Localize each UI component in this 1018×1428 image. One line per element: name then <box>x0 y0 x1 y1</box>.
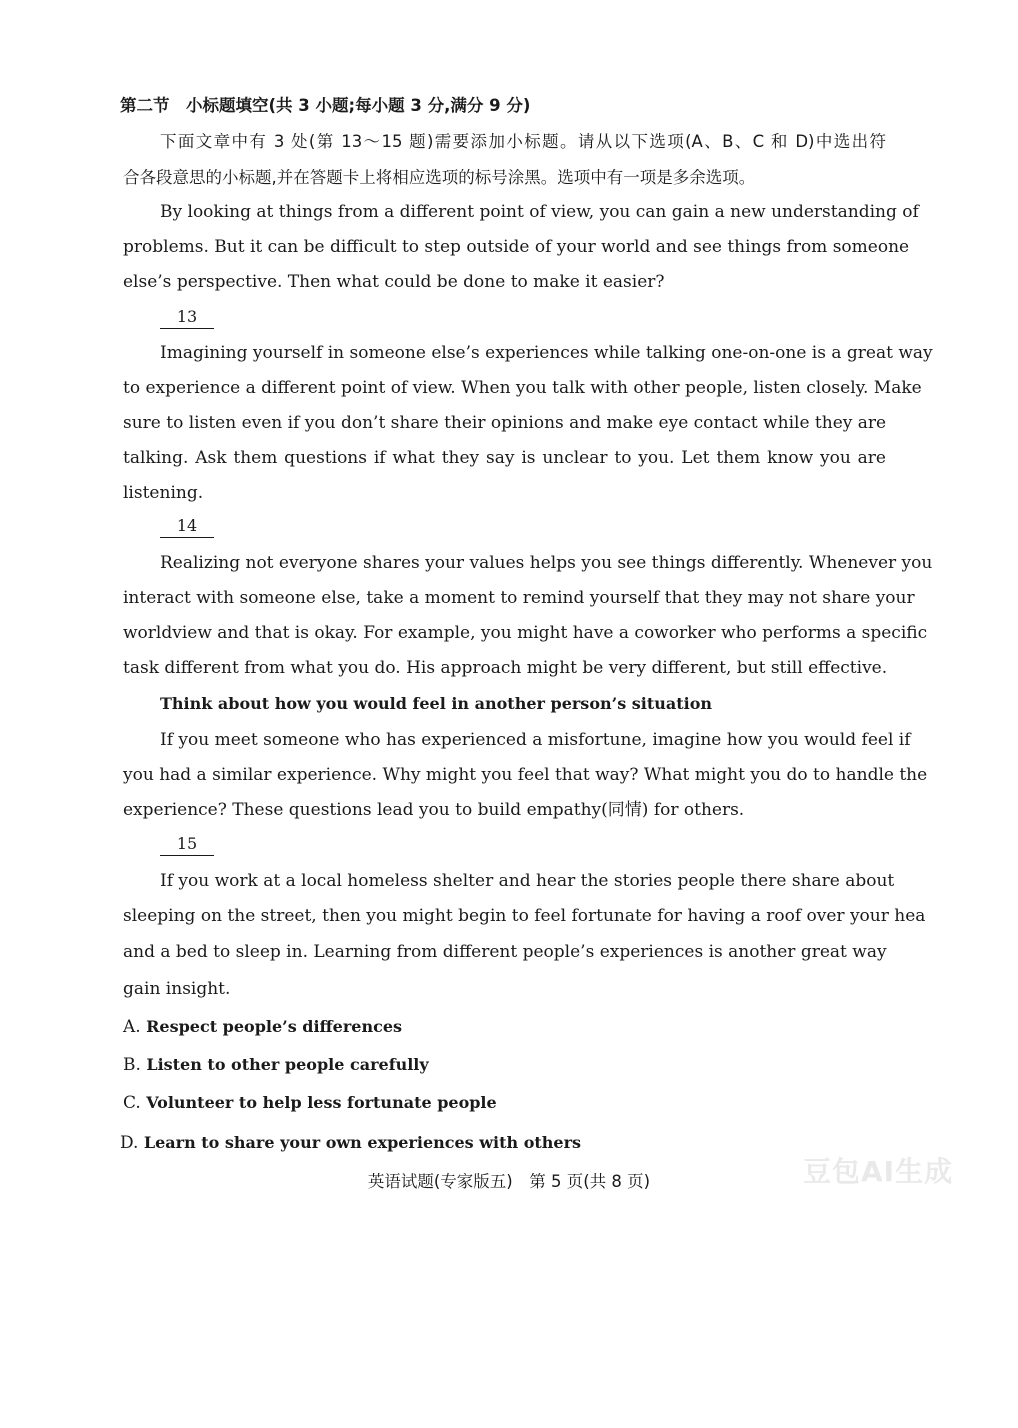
passage-line: Realizing not everyone shares your values helps you see things differently. Whenever you <box>160 553 933 573</box>
passage-line: sure to listen even if you don’t share their opinions and make eye contact while they are <box>123 413 887 433</box>
option-label: A. <box>123 1017 141 1037</box>
option-label: C. <box>123 1093 141 1113</box>
passage-line: worldview and that is okay. For example, you might have a coworker who performs a specific <box>123 623 928 643</box>
option-c <box>123 1091 886 1115</box>
option-text: Learn to share your own experiences with others <box>143 1133 582 1152</box>
passage-line: problems. But it can be difficult to step outside of your world and see things from someone <box>123 237 910 257</box>
passage-line: interact with someone else, take a moment to remind yourself that they may not share your <box>123 588 915 608</box>
page-footer: 英语试题(专家版五) 第 5 页(共 8 页) <box>367 1172 651 1191</box>
option-text: Respect people’s differences <box>146 1017 403 1036</box>
passage-line: else’s perspective. Then what could be done to make it easier? <box>123 272 665 292</box>
passage-line: and a bed to sleep in. Learning from different people’s experiences is another great way <box>123 942 887 962</box>
blank-13: 13 <box>160 306 214 329</box>
option-text: Listen to other people carefully <box>146 1055 429 1074</box>
option-label: D. <box>120 1133 139 1153</box>
passage-line: listening. <box>123 483 204 503</box>
option-d <box>120 1131 883 1155</box>
passage-line: If you meet someone who has experienced a misfortune, imagine how you would feel if <box>160 730 911 750</box>
option-a <box>123 1015 886 1039</box>
option-b <box>123 1053 886 1077</box>
passage-line: sleeping on the street, then you might begin to feel fortunate for having a roof over your hea <box>123 906 926 926</box>
passage-line: gain insight. <box>123 979 231 999</box>
passage-line: you had a similar experience. Why might you feel that way? What might you do to handle the <box>123 765 928 785</box>
passage-line: If you work at a local homeless shelter and hear the stories people there share about <box>160 871 895 891</box>
given-subheading: Think about how you would feel in another person’s situation <box>160 694 713 713</box>
section-heading: 第二节 小标题填空(共 3 小题;每小题 3 分,满分 9 分) <box>120 96 531 115</box>
instruction-line: 下面文章中有 3 处(第 13～15 题)需要添加小标题。请从以下选项(A、B、C 和 D)中选出符 <box>160 132 886 151</box>
passage-line: to experience a different point of view. When you talk with other people, listen closely. Make <box>123 378 922 398</box>
passage-line: experience? These questions lead you to build empathy(同情) for others. <box>123 800 745 820</box>
blank-15: 15 <box>160 833 214 856</box>
instruction-line: 合各段意思的小标题,并在答题卡上将相应选项的标号涂黑。选项中有一项是多余选项。 <box>123 168 756 187</box>
option-label: B. <box>123 1055 141 1075</box>
option-text: Volunteer to help less fortunate people <box>146 1093 497 1112</box>
watermark: 豆包AI生成 <box>803 1155 954 1188</box>
passage-line: Imagining yourself in someone else’s experiences while talking one-on-one is a great way <box>160 343 933 363</box>
passage-line: By looking at things from a different point of view, you can gain a new understanding of <box>160 202 919 222</box>
passage-line: talking. Ask them questions if what they say is unclear to you. Let them know you are <box>123 448 886 468</box>
passage-line: task different from what you do. His approach might be very different, but still effective. <box>123 658 888 678</box>
blank-14: 14 <box>160 515 214 538</box>
